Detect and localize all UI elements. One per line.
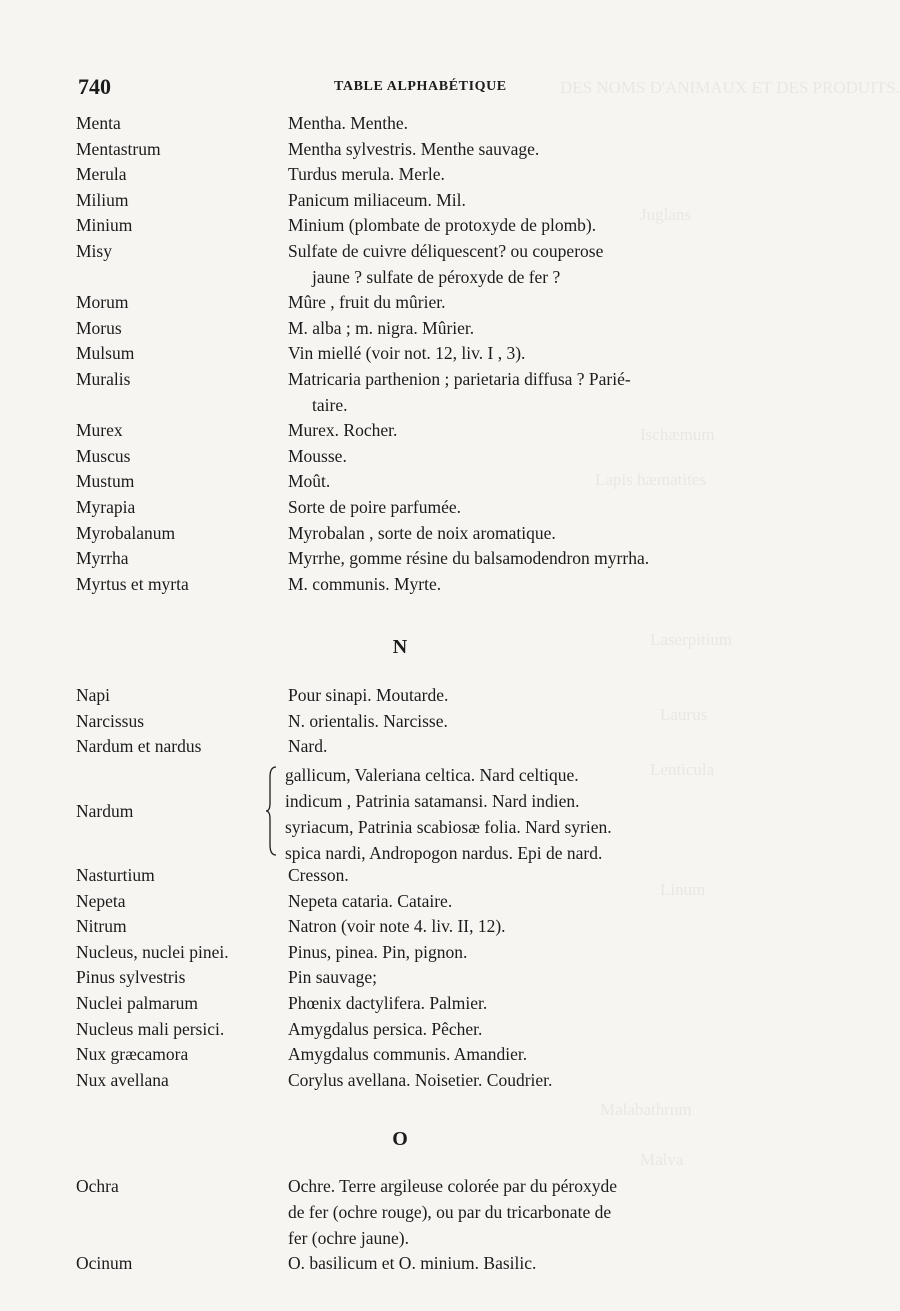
definition-line: de fer (ochre rouge), ou par du tricarbonate de bbox=[288, 1202, 612, 1222]
definition-line: jaune ? sulfate de péroxyde de fer ? bbox=[312, 267, 561, 287]
nardum-sub: spica nardi, Andropogon nardus. Epi de nard. bbox=[285, 843, 603, 863]
entry-term: Nardum bbox=[76, 801, 134, 821]
entry-definition bbox=[288, 1067, 728, 1093]
entry-term: Napi bbox=[76, 685, 111, 705]
definition-line: Mentha sylvestris. Menthe sauvage. bbox=[288, 138, 540, 159]
nardum-sub: indicum , Patrinia satamansi. Nard indien. bbox=[285, 791, 580, 811]
definition-line: Corylus avellana. Noisetier. Coudrier. bbox=[288, 1069, 553, 1090]
entry-definition bbox=[288, 443, 728, 469]
nardum-sub: syriacum, Patrinia scabiosæ folia. Nard syrien. bbox=[285, 817, 612, 837]
bleed-through-text: Lenticula bbox=[650, 760, 715, 779]
definition-line: Mûre , fruit du mûrier. bbox=[288, 292, 446, 313]
entry-term: Narcissus bbox=[76, 710, 145, 731]
definition-line: Panicum miliaceum. Mil. bbox=[288, 189, 466, 210]
definition-line: Cresson. bbox=[288, 865, 349, 885]
definition-line: Pin sauvage; bbox=[288, 967, 377, 988]
bleed-through-text: Lapis hæmatites bbox=[595, 470, 706, 489]
entry-definition bbox=[288, 340, 728, 366]
definition-line: Mousse. bbox=[288, 445, 347, 466]
entry-term: Muralis bbox=[76, 369, 131, 389]
page-header bbox=[78, 70, 758, 100]
entry-term: Nux avellana bbox=[76, 1069, 169, 1090]
bleed-through-text: Ischæmum bbox=[640, 425, 715, 444]
entry-definition bbox=[288, 136, 728, 162]
entry-term: Muscus bbox=[76, 445, 131, 466]
definition-line: Phœnix dactylifera. Palmier. bbox=[288, 993, 488, 1013]
entry-term: Nucleus, nuclei pinei. bbox=[76, 941, 229, 962]
definition-line: Turdus merula. Merle. bbox=[288, 164, 445, 185]
entry-term: Nucleus mali persici. bbox=[76, 1018, 225, 1039]
entry-term: Ocinum bbox=[76, 1252, 133, 1273]
entry-term: Nepeta bbox=[76, 890, 126, 911]
definition-line: Nard. bbox=[288, 736, 328, 757]
entry-definition bbox=[288, 238, 728, 290]
entry-definition bbox=[288, 161, 728, 187]
entry-definition bbox=[288, 417, 728, 443]
definition-line: O. basilicum et O. minium. Basilic. bbox=[288, 1252, 537, 1273]
entry-term: Merula bbox=[76, 164, 127, 185]
definition-line: Sulfate de cuivre déliquescent? ou couperose bbox=[288, 241, 604, 261]
definition-line: M. alba ; m. nigra. Mûrier. bbox=[288, 317, 475, 338]
entry-definition bbox=[288, 888, 728, 914]
entry-definition bbox=[288, 1041, 728, 1067]
definition-line: Pinus, pinea. Pin, pignon. bbox=[288, 941, 468, 962]
entry-term: Nuclei palmarum bbox=[76, 993, 198, 1013]
entry-definition bbox=[288, 939, 728, 965]
entry-definition bbox=[288, 212, 728, 238]
entry-term: Minium bbox=[76, 215, 133, 236]
definition-line: Nepeta cataria. Cataire. bbox=[288, 890, 453, 911]
definition-line: Minium (plombate de protoxyde de plomb). bbox=[288, 215, 597, 236]
entry-term: Myrtus et myrta bbox=[76, 573, 189, 594]
definition-line: Myrrhe, gomme résine du balsamodendron myrrha. bbox=[288, 548, 650, 569]
bleed-through-text: Malva bbox=[640, 1150, 684, 1169]
page-number: 740 bbox=[78, 74, 111, 99]
entry-term: Mulsum bbox=[76, 343, 135, 364]
entry-definition bbox=[288, 366, 728, 418]
bleed-through-text: Laurus bbox=[660, 705, 708, 724]
definition-line: Myrobalan , sorte de noix aromatique. bbox=[288, 522, 556, 543]
entry-term: Mustum bbox=[76, 471, 135, 492]
definition-line: Natron (voir note 4. liv. II, 12). bbox=[288, 916, 506, 937]
entry-term: Nux græcamora bbox=[76, 1044, 189, 1065]
definition-line: fer (ochre jaune). bbox=[288, 1228, 409, 1248]
entry-term: Myrrha bbox=[76, 548, 129, 569]
entry-term: Misy bbox=[76, 241, 112, 261]
entry-definition bbox=[288, 110, 728, 136]
section-letter-o: O bbox=[392, 1128, 408, 1150]
definition-line: Murex. Rocher. bbox=[288, 420, 398, 441]
entry-term: Ochra bbox=[76, 1176, 119, 1196]
entry-definition bbox=[288, 1250, 728, 1276]
entry-term: Morum bbox=[76, 292, 129, 313]
definition-line: Matricaria parthenion ; parietaria diffusa ? Parié- bbox=[288, 369, 631, 389]
entry-term: Myrapia bbox=[76, 497, 136, 517]
definition-line: Moût. bbox=[288, 471, 331, 492]
entry-term: Nitrum bbox=[76, 916, 127, 937]
curly-brace-icon bbox=[266, 765, 278, 857]
definition-line: Mentha. Menthe. bbox=[288, 113, 409, 133]
entry-definition bbox=[288, 494, 728, 520]
entry-definition bbox=[288, 1173, 728, 1251]
entry-definition bbox=[288, 913, 728, 939]
definition-line: Ochre. Terre argileuse colorée par du péroxyde bbox=[288, 1176, 618, 1196]
entry-definition bbox=[288, 571, 728, 597]
bleed-through-text: DES NOMS D'ANIMAUX ET DES PRODUITS. bbox=[560, 78, 900, 97]
entry-term: Nasturtium bbox=[76, 865, 155, 885]
definition-line: N. orientalis. Narcisse. bbox=[288, 710, 448, 731]
entry-definition bbox=[288, 682, 728, 708]
entry-definition bbox=[288, 708, 728, 734]
nardum-sub: gallicum, Valeriana celtica. Nard celtique. bbox=[285, 765, 579, 785]
bleed-through-text: Linum bbox=[660, 880, 706, 899]
entry-term: Mentastrum bbox=[76, 138, 161, 159]
section-letter-n: N bbox=[392, 636, 408, 658]
entry-definition bbox=[288, 964, 728, 990]
definition-line: taire. bbox=[312, 395, 348, 415]
running-title: TABLE ALPHABÉTIQUE bbox=[334, 79, 507, 94]
entry-term: Pinus sylvestris bbox=[76, 967, 186, 988]
entry-term: Nardum et nardus bbox=[76, 736, 202, 757]
entry-definition bbox=[288, 545, 728, 571]
definition-line: Amygdalus communis. Amandier. bbox=[288, 1044, 528, 1065]
entry-term: Murex bbox=[76, 420, 123, 441]
definition-line: M. communis. Myrte. bbox=[288, 573, 442, 594]
entry-definition bbox=[288, 733, 728, 759]
entry-term: Myrobalanum bbox=[76, 522, 176, 543]
entry-definition bbox=[288, 289, 728, 315]
bleed-through-text: Malabathrum bbox=[600, 1100, 692, 1119]
definition-line: Pour sinapi. Moutarde. bbox=[288, 685, 449, 705]
entry-term: Milium bbox=[76, 189, 129, 210]
entry-definition bbox=[288, 520, 728, 546]
entry-term: Menta bbox=[76, 113, 121, 133]
entry-definition bbox=[288, 315, 728, 341]
definition-line: Vin miellé (voir not. 12, liv. I , 3). bbox=[288, 343, 526, 364]
definition-line: Sorte de poire parfumée. bbox=[288, 497, 461, 517]
entry-definition bbox=[288, 468, 728, 494]
entry-term: Morus bbox=[76, 317, 122, 338]
entry-definition bbox=[288, 187, 728, 213]
definition-line: Amygdalus persica. Pêcher. bbox=[288, 1018, 483, 1039]
entry-definition bbox=[288, 1016, 728, 1042]
entry-definition bbox=[288, 990, 728, 1016]
bleed-through-text: Laserpitium bbox=[650, 630, 733, 649]
bleed-through-text: Juglans bbox=[640, 205, 691, 224]
entry-definition bbox=[288, 862, 728, 888]
